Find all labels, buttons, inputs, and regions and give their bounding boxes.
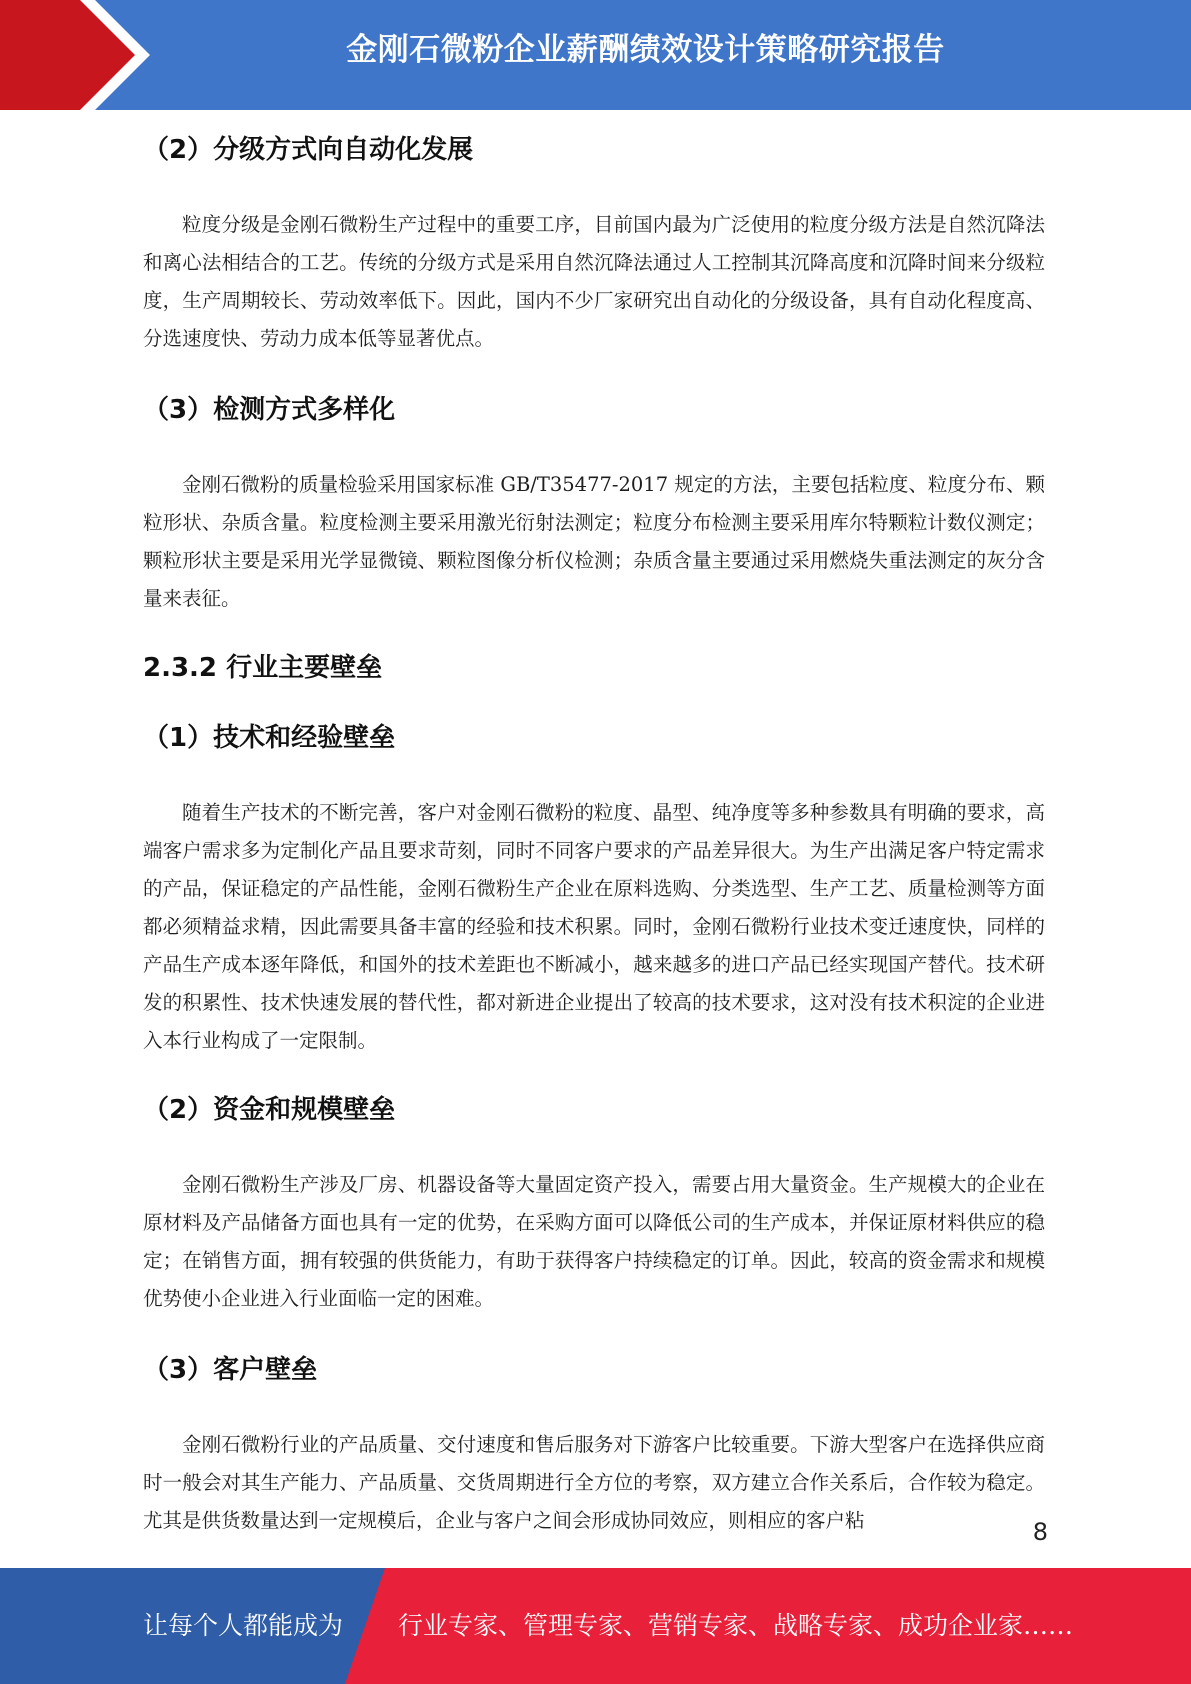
paragraph-inspection: 金刚石微粉的质量检验采用国家标准 GB/T35477-2017 规定的方法，主要包括粒度、粒度分布、颗粒形状、杂质含量。粒度检测主要采用激光衍射法测定；粒度分布检测主要采用库尔特颗粒计数仪测定；颗粒形状主要是采用光学显微镜、颗粒图像分析仪检测；杂质含量主要通过采用燃烧失重法测定的灰分含量来表征。	[143, 473, 1045, 610]
header-arrow-decoration	[0, 0, 160, 110]
document-body	[143, 132, 1045, 1540]
section-heading-capital-barrier: （2）资金和规模壁垒	[143, 1095, 396, 1125]
paragraph-customer-barrier: 金刚石微粉行业的产品质量、交付速度和售后服务对下游客户比较重要。下游大型客户在选择供应商时一般会对其生产能力、产品质量、交货周期进行全方位的考察，双方建立合作关系后，合作较为稳定。尤其是供货数量达到一定规模后，企业与客户之间会形成协同效应，则相应的客户粘	[143, 1433, 1045, 1532]
paragraph-grading: 粒度分级是金刚石微粉生产过程中的重要工序，目前国内最为广泛使用的粒度分级方法是自然沉降法和离心法相结合的工艺。传统的分级方式是采用自然沉降法通过人工控制其沉降高度和沉降时间来分级粒度，生产周期较长、劳动效率低下。因此，国内不少厂家研究出自动化的分级设备，具有自动化程度高、分选速度快、劳动力成本低等显著优点。	[143, 213, 1045, 350]
section-heading-barriers: 2.3.2 行业主要壁垒	[143, 653, 383, 683]
section-heading-tech-barrier: （1）技术和经验壁垒	[143, 723, 396, 753]
footer-banner	[0, 1568, 1191, 1684]
footer-slogan-right: 行业专家、管理专家、营销专家、战略专家、成功企业家……	[398, 1611, 1074, 1640]
paragraph-capital-barrier: 金刚石微粉生产涉及厂房、机器设备等大量固定资产投入，需要占用大量资金。生产规模大的企业在原材料及产品储备方面也具有一定的优势，在采购方面可以降低公司的生产成本，并保证原材料供应的稳定；在销售方面，拥有较强的供货能力，有助于获得客户持续稳定的订单。因此，较高的资金需求和规模优势使小企业进入行业面临一定的困难。	[143, 1173, 1045, 1310]
section-heading-grading: （2）分级方式向自动化发展	[143, 135, 474, 165]
paragraph-tech-barrier: 随着生产技术的不断完善，客户对金刚石微粉的粒度、晶型、纯净度等多种参数具有明确的要求，高端客户需求多为定制化产品且要求苛刻，同时不同客户要求的产品差异很大。为生产出满足客户特定需求的产品，保证稳定的产品性能，金刚石微粉生产企业在原料选购、分类选型、生产工艺、质量检测等方面都必须精益求精，因此需要具备丰富的经验和技术积累。同时，金刚石微粉行业技术变迁速度快，同样的产品生产成本逐年降低，和国外的技术差距也不断减小，越来越多的进口产品已经实现国产替代。技术研发的积累性、技术快速发展的替代性，都对新进企业提出了较高的技术要求，这对没有技术积淀的企业进入本行业构成了一定限制。	[143, 801, 1045, 1052]
page-number: 8	[1032, 1518, 1048, 1546]
header-banner	[0, 0, 1191, 110]
section-heading-customer-barrier: （3）客户壁垒	[143, 1355, 318, 1385]
footer-slogan-left: 让每个人都能成为	[143, 1611, 344, 1640]
section-heading-inspection: （3）检测方式多样化	[143, 395, 396, 425]
document-title: 金刚石微粉企业薪酬绩效设计策略研究报告	[346, 32, 945, 68]
